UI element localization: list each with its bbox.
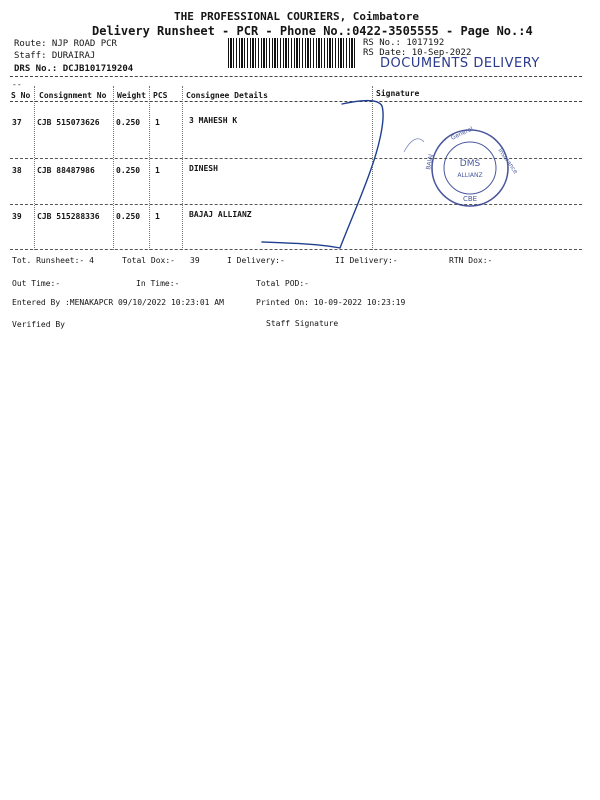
i-delivery: I Delivery:-	[227, 256, 285, 265]
svg-text:Insurance: Insurance	[496, 147, 519, 176]
svg-text:General: General	[449, 125, 475, 142]
rtn-dox: RTN Dox:-	[449, 256, 493, 265]
row-consignment: CJB 515073626	[37, 118, 100, 127]
svg-text:ALLIANZ: ALLIANZ	[457, 172, 483, 179]
row-sno: 37	[12, 118, 22, 127]
row-consignee: 3 MAHESH K	[189, 116, 238, 125]
svg-text:CBE: CBE	[462, 195, 478, 203]
col-weight: Weight	[117, 91, 146, 100]
col-consignment: Consignment No	[39, 91, 107, 100]
row-weight: 0.250	[116, 118, 141, 127]
row-weight: 0.250	[116, 166, 141, 175]
drs-number: DRS No.: DCJB101719204	[14, 64, 134, 74]
row-consignee: BAJAJ ALLIANZ	[189, 210, 252, 219]
handwritten-signature	[262, 101, 383, 249]
verified-by: Verified By	[12, 320, 65, 329]
col-signature: Signature	[376, 89, 420, 98]
rs-date: RS Date: 10-Sep-2022	[363, 48, 472, 58]
staff-label: Staff: DURAIRAJ	[14, 51, 96, 61]
row-sno: 38	[12, 166, 22, 175]
row-pcs: 1	[155, 166, 160, 175]
rs-number: RS No.: 1017192	[363, 38, 445, 48]
staff-signature-label: Staff Signature	[266, 319, 339, 328]
company-seal	[425, 125, 519, 206]
total-dox-label: Total Dox:-	[122, 256, 175, 265]
total-pod: Total POD:-	[256, 279, 309, 288]
documents-delivery-stamp: DOCUMENTS DELIVERY	[380, 56, 540, 71]
svg-text:BAJAJ: BAJAJ	[425, 153, 435, 171]
route-label: Route: NJP ROAD PCR	[14, 39, 117, 49]
col-pcs: PCS	[153, 91, 168, 100]
row-sno: 39	[12, 212, 22, 221]
svg-text:DMS: DMS	[459, 159, 481, 169]
row-pcs: 1	[155, 212, 160, 221]
printed-on: Printed On: 10-09-2022 10:23:19	[256, 298, 406, 307]
ii-delivery: II Delivery:-	[335, 256, 398, 265]
out-time: Out Time:-	[12, 279, 61, 288]
row-pcs: 1	[155, 118, 160, 127]
entered-by: Entered By :MENAKAPCR 09/10/2022 10:23:01 AM	[12, 298, 224, 307]
col-sno: S No	[11, 91, 31, 100]
col-consignee: Consignee Details	[186, 91, 268, 100]
tot-runsheet: Tot. Runsheet:- 4	[12, 256, 94, 265]
row-consignment: CJB 88487986	[37, 166, 95, 175]
company-title: THE PROFESSIONAL COURIERS, Coimbatore	[174, 10, 420, 23]
row-consignment: CJB 515288336	[37, 212, 100, 221]
runsheet-subtitle: Delivery Runsheet - PCR - Phone No.:0422-3505555 - Page No.:4	[92, 24, 533, 38]
dash-mark: --	[12, 80, 22, 89]
total-dox-value: 39	[190, 256, 200, 265]
row-weight: 0.250	[116, 212, 141, 221]
row-consignee: DINESH	[189, 164, 218, 173]
in-time: In Time:-	[136, 279, 180, 288]
